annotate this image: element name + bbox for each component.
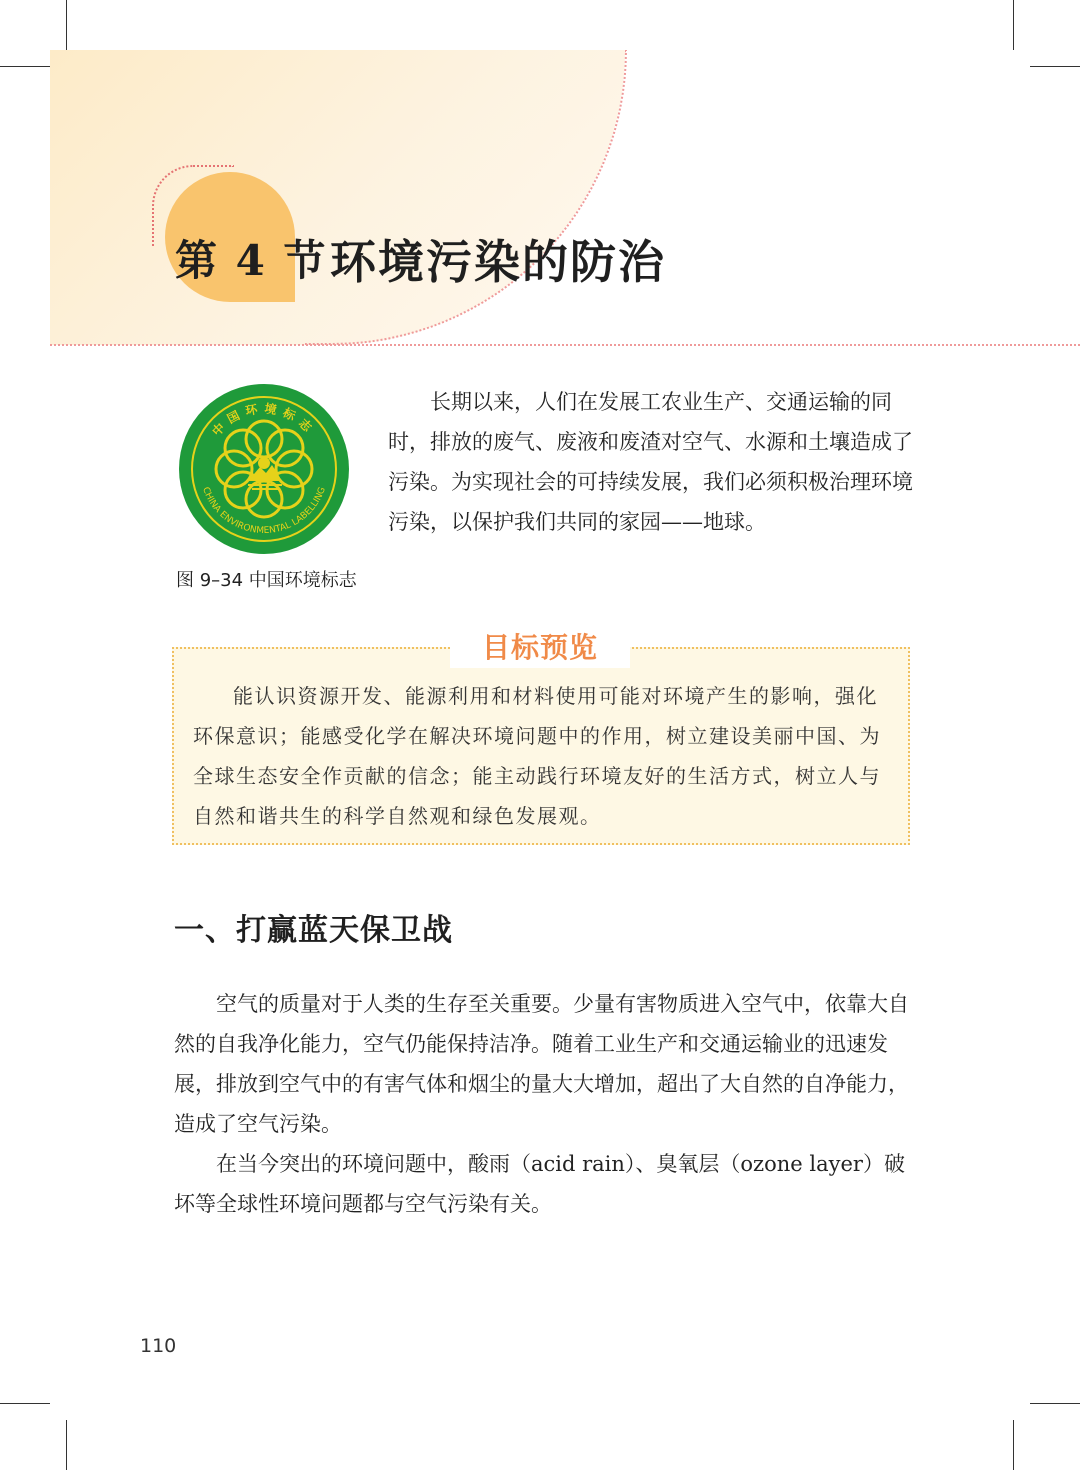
paragraph-text: 在当今突出的环境问题中，酸雨（acid rain）、臭氧层（ozone layer）破坏等全球性环境问题都与空气污染有关。	[174, 1152, 905, 1216]
china-environmental-labelling-logo	[178, 383, 350, 555]
crop-mark	[1013, 1420, 1014, 1470]
goals-text-content: 能认识资源开发、能源利用和材料使用可能对环境产生的影响，强化环保意识；能感受化学在解决环境问题中的作用，树立建设美丽中国、为全球生态安全作贡献的信念；能主动践行环境友好的生活方式，树立人与自然和谐共生的科学自然观和绿色发展观。	[193, 684, 881, 828]
body-paragraph-2	[174, 1144, 914, 1224]
header-dotted-arc	[305, 50, 627, 345]
goals-title-wrap	[450, 628, 630, 668]
logo-bottom-text: CHINA ENVIRONMENTAL LABELLING	[200, 485, 328, 537]
crop-mark	[1030, 1403, 1080, 1404]
header-dotted-line	[50, 344, 1080, 346]
goals-title: 目标预览	[481, 631, 598, 664]
intro-text: 长期以来，人们在发展工农业生产、交通运输的同时，排放的废气、废液和废渣对空气、水源和土壤造成了污染。为实现社会的可持续发展，我们必须积极治理环境污染，以保护我们共同的家园——地球。	[388, 390, 913, 534]
section-number: 第 4 节	[175, 236, 328, 285]
crop-mark	[0, 1403, 50, 1404]
body-paragraph-1	[174, 984, 914, 1144]
crop-mark	[1013, 0, 1014, 50]
crop-mark	[1030, 66, 1080, 67]
section-heading: 一、打赢蓝天保卫战	[174, 913, 453, 948]
crop-mark	[66, 0, 67, 50]
crop-mark	[0, 66, 50, 67]
paragraph-text: 空气的质量对于人类的生存至关重要。少量有害物质进入空气中，依靠大自然的自我净化能力，空气仍能保持洁净。随着工业生产和交通运输业的迅速发展，排放到空气中的有害气体和烟尘的量大大增加，超出了大自然的自净能力，造成了空气污染。	[174, 992, 909, 1136]
page-number: 110	[140, 1335, 177, 1357]
crop-mark	[66, 1420, 67, 1470]
intro-paragraph	[388, 382, 918, 542]
logo-top-text: 中国环境标志	[209, 401, 319, 439]
figure-caption: 图 9–34 中国环境标志	[176, 570, 357, 591]
goals-text	[193, 676, 893, 836]
section-title: 环境污染的防治	[330, 235, 666, 289]
